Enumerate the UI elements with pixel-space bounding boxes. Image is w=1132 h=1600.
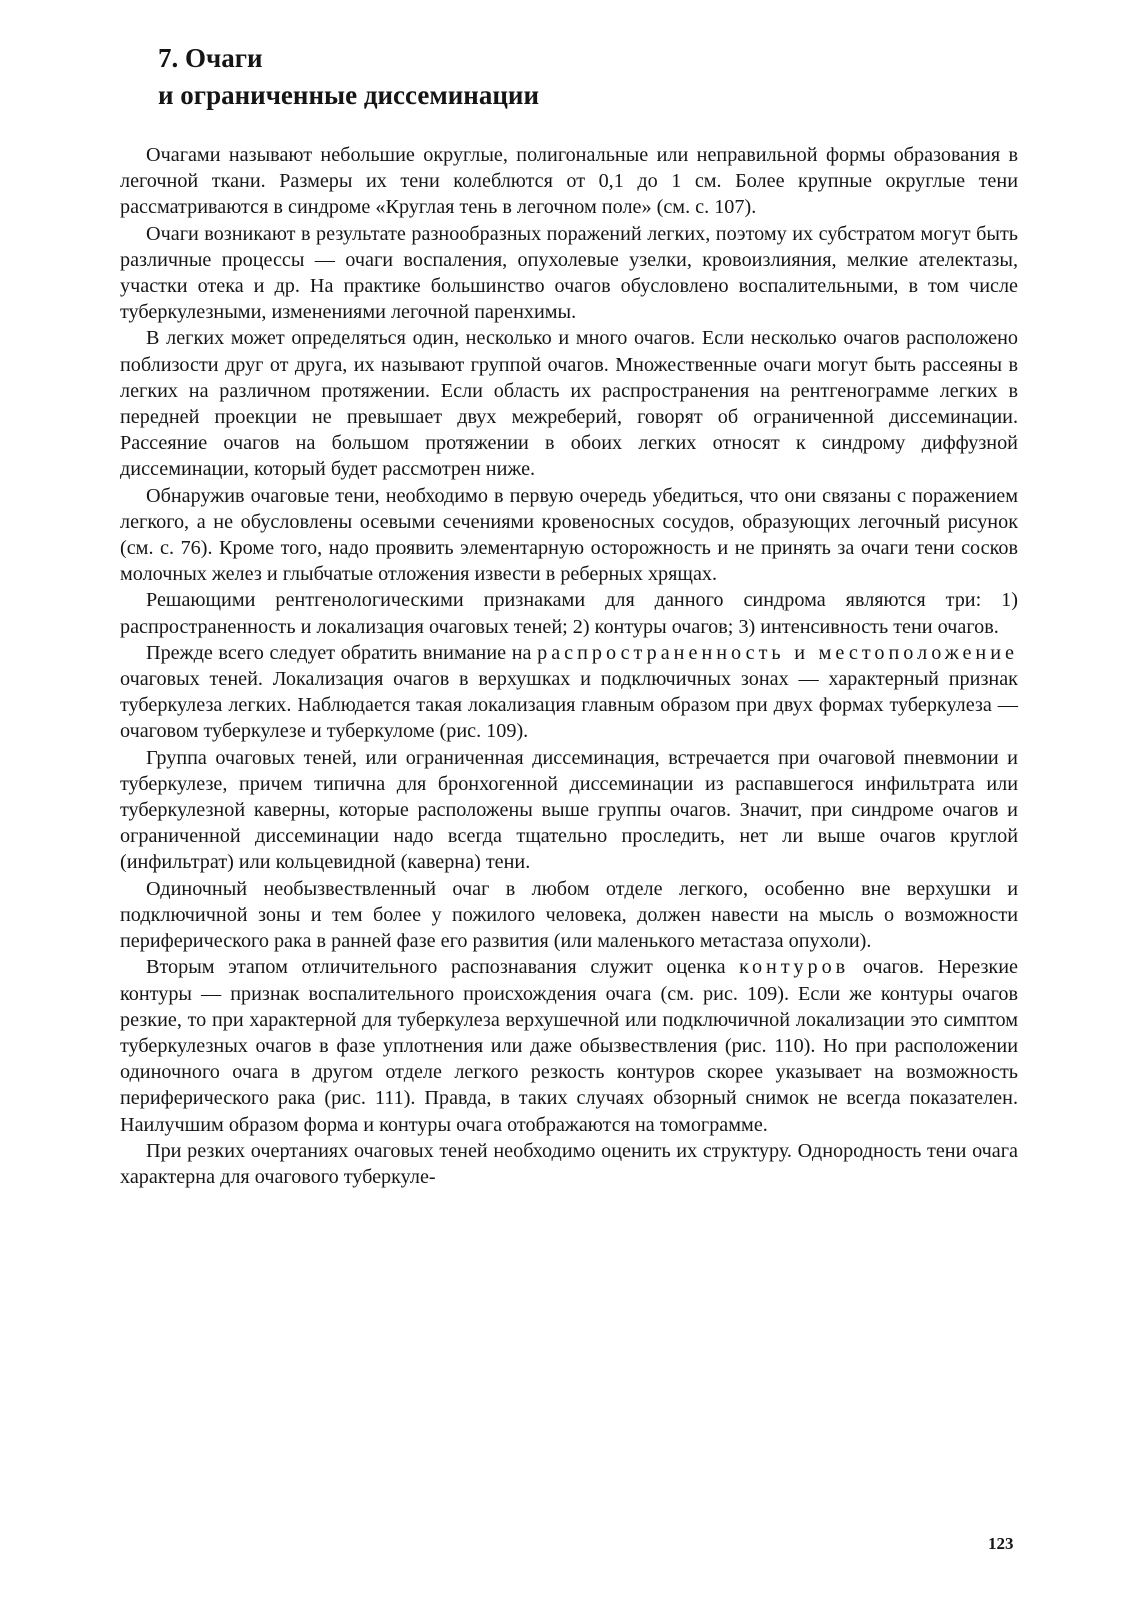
paragraph-9 [120, 954, 1018, 1137]
paragraph-9-text-after: очагов. Нерезкие контуры — признак воспалительного происхождения очага (см. рис. 109). Если же контуры очагов резкие, то при характерной для туберкулеза верхушечной или подключичной локализации это симптом туберкулезных очагов в фазе уплотнения или даже обызвествления (рис. 110). Но при расположении одиночного очага в другом отделе легкого резкость контуров скорее указывает на возможность периферического рака (рис. 111). Правда, в таких случаях обзорный снимок не всегда показателен. Наилучшим образом форма и контуры очага отображаются на томограмме. [120, 956, 1018, 1136]
emphasized-term-contours: контуров [739, 956, 850, 979]
section-heading-line-1: 7. Очаги [158, 43, 263, 73]
paragraph-4: Обнаружив очаговые тени, необходимо в первую очередь убедиться, что они связаны с поражением легкого, а не обусловлены осевыми сечениями кровеносных сосудов, образующих легочный рисунок (см. с. 76). Кроме того, надо проявить элементарную осторожность и не принять за очаги тени сосков молочных желез и глыбчатые отложения извести в реберных хрящах. [120, 484, 1018, 586]
paragraph-5: Решающими рентгенологическими признаками для данного синдрома являются три: 1) распространенность и локализация очаговых теней; 2) контуры очагов; 3) интенсивность тени очагов. [120, 589, 1018, 638]
page-number: 123 [988, 1534, 1014, 1553]
paragraph-7: Группа очаговых теней, или ограниченная диссеминация, встречается при очаговой пневмонии и туберкулезе, причем типична для бронхогенной диссеминации из распавшегося инфильтрата или туберкулезной каверны, которые расположены выше группы очагов. Значит, при синдроме очагов и ограниченной диссеминации надо всегда тщательно проследить, нет ли выше очагов круглой (инфильтрат) или кольцевидной (каверна) тени. [120, 746, 1018, 874]
paragraph-8: Одиночный необызвествленный очаг в любом отделе легкого, особенно вне верхушки и подключичной зоны и тем более у пожилого человека, должен навести на мысль о возможности периферического рака в ранней фазе его развития (или маленького метастаза опухоли). [120, 877, 1018, 953]
emphasized-term-distribution: распространенность и местоположение [537, 641, 1018, 664]
paragraph-1: Очагами называют небольшие округлые, полигональные или неправильной формы образования в легочной ткани. Размеры их тени колеблются от 0,1 до 1 см. Более крупные округлые тени рассматриваются в синдроме «Круглая тень в легочном поле» (см. с. 107). [120, 144, 1018, 219]
paragraph-3: В легких может определяться один, несколько и много очагов. Если несколько очагов расположено поблизости друг от друга, их называют группой очагов. Множественные очаги могут быть рассеяны в легких на различном протяжении. Если область их распространения на рентгенограмме легких в передней проекции не превышает двух межреберий, говорят об ограниченной диссеминации. Рассеяние очагов на большом протяжении в обоих легких относят к синдрому диффузной диссеминации, который будет рассмотрен ниже. [120, 327, 1018, 481]
section-heading-line-2: и ограниченные диссеминации [158, 80, 540, 110]
paragraph-6 [120, 640, 1018, 745]
section-heading [158, 40, 539, 114]
paragraph-2: Очаги возникают в результате разнообразных поражений легких, поэтому их субстратом могут быть различные процессы — очаги воспаления, опухолевые узелки, кровоизлияния, мелкие ателектазы, участки отека и др. На практике большинство очагов обусловлено воспалительными, в том числе туберкулезными, изменениями легочной паренхимы. [120, 222, 1018, 324]
paragraph-9-text-before: Вторым этапом отличительного распознавания служит оценка [146, 956, 740, 979]
paragraph-6-text-before: Прежде всего следует обратить внимание на [146, 641, 538, 664]
paragraph-10: При резких очертаниях очаговых теней необходимо оценить их структуру. Однородность тени очага характерна для очагового туберкуле- [120, 1139, 1018, 1188]
paragraph-6-text-after: очаговых теней. Локализация очагов в верхушках и подключичных зонах — характерный признак туберкулеза легких. Наблюдается такая локализация главным образом при двух формах туберкулеза — очаговом туберкулезе и туберкуломе (рис. 109). [120, 668, 1018, 743]
body-text [120, 142, 1018, 1190]
